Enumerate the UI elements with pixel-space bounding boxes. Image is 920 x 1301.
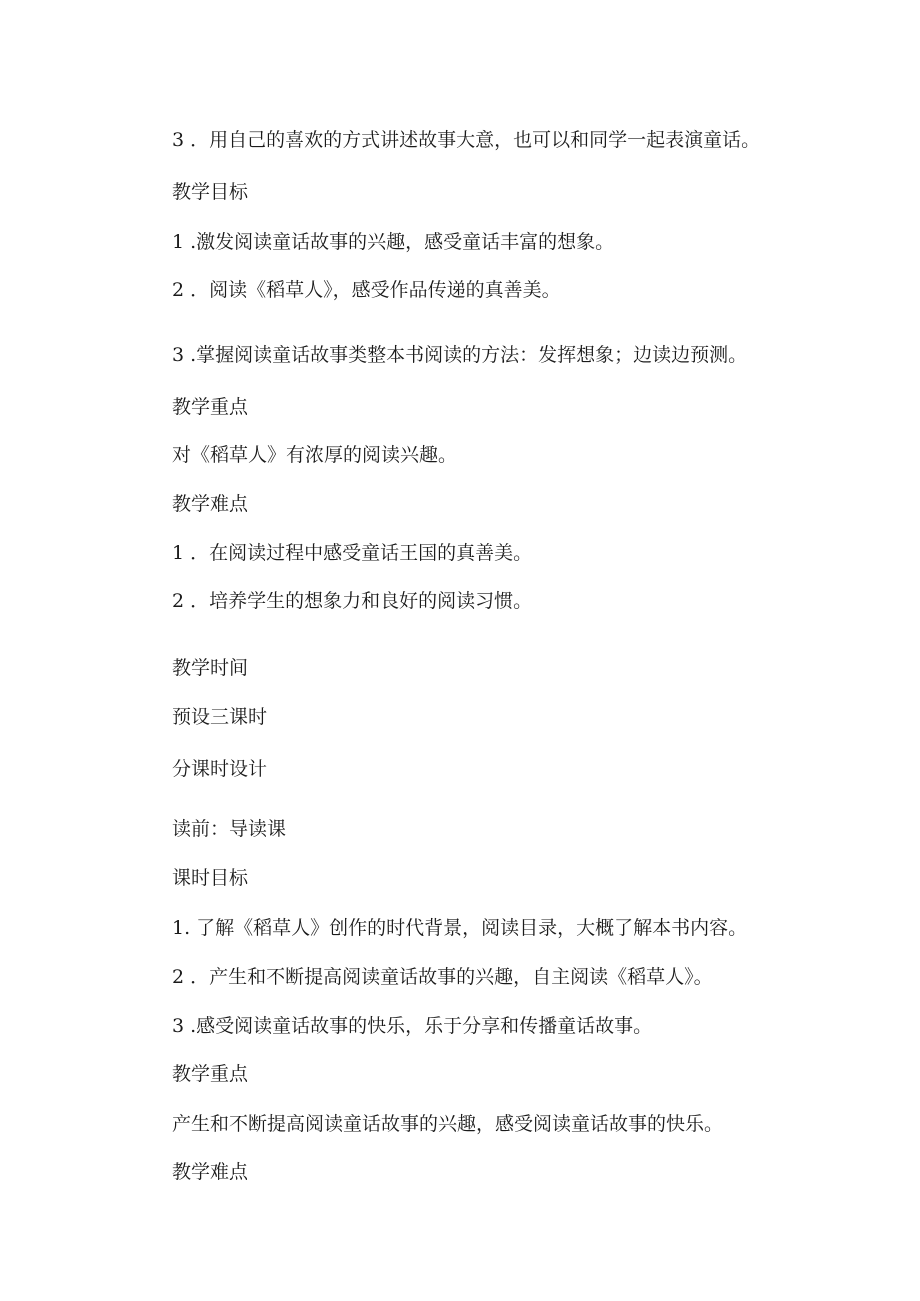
teaching-difficulty-heading: 教学难点 xyxy=(172,493,249,515)
lesson-goal-item-2: 2 ．产生和不断提高阅读童话故事的兴趣，自主阅读《稻草人》。 xyxy=(172,966,713,988)
teaching-focus-text: 对《稻草人》有浓厚的阅读兴趣。 xyxy=(172,444,458,466)
teaching-time-text: 预设三课时 xyxy=(172,706,268,728)
lesson-design-heading: 分课时设计 xyxy=(172,758,268,780)
teaching-goal-item-3: 3 .掌握阅读童话故事类整本书阅读的方法：发挥想象；边读边预测。 xyxy=(172,344,748,366)
teaching-time-heading: 教学时间 xyxy=(172,657,249,679)
teaching-goal-item-1: 1 .激发阅读童话故事的兴趣，感受童话丰富的想象。 xyxy=(172,231,615,253)
teaching-goal-item-2: 2 ．阅读《稻草人》，感受作品传递的真善美。 xyxy=(172,279,561,301)
lesson-focus-label: 教学重点 xyxy=(172,1063,249,1085)
lesson-focus-text: 产生和不断提高阅读童话故事的兴趣，感受阅读童话故事的快乐。 xyxy=(172,1113,724,1135)
lesson-difficulty-label: 教学难点 xyxy=(172,1161,249,1183)
lesson-goal-item-3: 3 .感受阅读童话故事的快乐，乐于分享和传播童话故事。 xyxy=(172,1015,653,1037)
lesson-goal-item-1: 1. 了解《稻草人》创作的时代背景，阅读目录，大概了解本书内容。 xyxy=(172,917,748,939)
pre-reading-heading: 读前：导读课 xyxy=(172,818,287,840)
teaching-difficulty-item-1: 1 ．在阅读过程中感受童话王国的真善美。 xyxy=(172,542,533,564)
teaching-difficulty-item-2: 2 ．培养学生的想象力和良好的阅读习惯。 xyxy=(172,590,533,612)
teaching-focus-heading: 教学重点 xyxy=(172,396,249,418)
intro-item-3: 3 ．用自己的喜欢的方式讲述故事大意，也可以和同学一起表演童话。 xyxy=(172,129,761,151)
teaching-goals-heading: 教学目标 xyxy=(172,181,249,203)
lesson-goals-label: 课时目标 xyxy=(172,867,249,889)
